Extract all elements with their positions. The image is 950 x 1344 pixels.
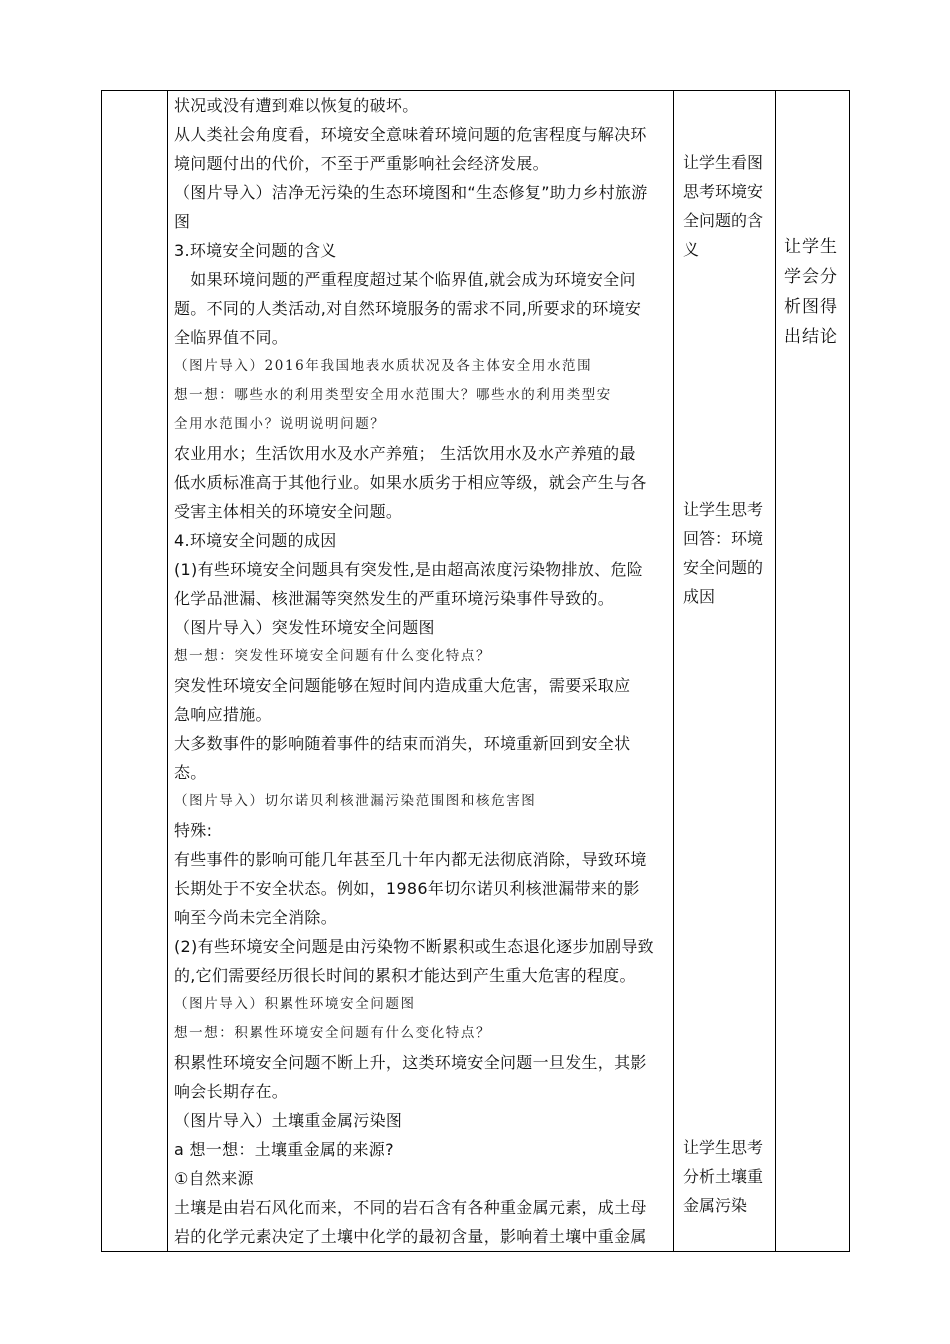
content-line: 化学品泄漏、核泄漏等突然发生的严重环境污染事件导致的。 bbox=[174, 589, 615, 608]
content-line: ①自然来源 bbox=[174, 1169, 254, 1188]
activity-line: 全问题的含 bbox=[683, 211, 764, 230]
activity-line: 安全问题的 bbox=[683, 558, 764, 577]
content-line: 农业用水；生活饮用水及水产养殖； 生活饮用水及水产养殖的最 bbox=[174, 444, 636, 463]
activity-line: 让学生思考 bbox=[683, 1138, 764, 1157]
activity-line: 思考环境安 bbox=[683, 182, 764, 201]
content-line: 3.环境安全问题的含义 bbox=[174, 241, 337, 260]
content-line: （图片导入）突发性环境安全问题图 bbox=[174, 618, 435, 637]
prompt-line: 想一想：哪些水的利用类型安全用水范围大？哪些水的利用类型安 bbox=[174, 387, 612, 403]
goal-line: 析图得 bbox=[784, 297, 838, 317]
goal-line: 让学生 bbox=[784, 237, 838, 257]
activity-line: 让学生思考 bbox=[683, 500, 764, 519]
goal-line: 出结论 bbox=[784, 327, 838, 347]
content-line: 题。不同的人类活动,对自然环境服务的需求不同,所要求的环境安 bbox=[174, 299, 642, 318]
student-activity-cell-2 bbox=[679, 495, 775, 611]
teaching-content-column bbox=[168, 91, 673, 1251]
content-line: 的,它们需要经历很长时间的累积才能达到产生重大危害的程度。 bbox=[174, 966, 636, 985]
content-line: 岩的化学元素决定了土壤中化学的最初含量，影响着土壤中重金属 bbox=[174, 1227, 647, 1246]
content-line: 状况或没有遭到难以恢复的破坏。 bbox=[174, 96, 419, 115]
prompt-line: （图片导入）2016年我国地表水质状况及各主体安全用水范围 bbox=[174, 358, 593, 374]
prompt-line: 想一想：突发性环境安全问题有什么变化特点？ bbox=[174, 648, 492, 664]
content-line: 长期处于不安全状态。例如，1986年切尔诺贝利核泄漏带来的影 bbox=[174, 879, 640, 898]
content-line: (1)有些环境安全问题具有突发性,是由超高浓度污染物排放、危险 bbox=[174, 560, 644, 579]
student-activity-cell-1 bbox=[679, 148, 775, 264]
content-line: 态。 bbox=[174, 763, 207, 782]
student-activity-cell-3 bbox=[679, 1133, 775, 1220]
content-line: 特殊: bbox=[174, 821, 213, 840]
content-line: 响会长期存在。 bbox=[174, 1082, 289, 1101]
content-line: 如果环境问题的严重程度超过某个临界值,就会成为环境安全问 bbox=[174, 270, 636, 289]
content-line: a 想一想：土壤重金属的来源? bbox=[174, 1140, 394, 1159]
activity-line: 回答：环境 bbox=[683, 529, 764, 548]
column-divider bbox=[775, 91, 776, 1251]
prompt-line: 全用水范围小？说明说明问题？ bbox=[174, 416, 386, 432]
activity-line: 义 bbox=[683, 240, 700, 259]
content-line: 低水质标准高于其他行业。如果水质劣于相应等级，就会产生与各 bbox=[174, 473, 647, 492]
content-line: 土壤是由岩石风化而来，不同的岩石含有各种重金属元素，成土母 bbox=[174, 1198, 647, 1217]
content-line: 受害主体相关的环境安全问题。 bbox=[174, 502, 403, 521]
content-line: （图片导入）土壤重金属污染图 bbox=[174, 1111, 403, 1130]
prompt-line: （图片导入）切尔诺贝利核泄漏污染范围图和核危害图 bbox=[174, 793, 537, 809]
column-divider bbox=[673, 91, 674, 1251]
content-line: 有些事件的影响可能几年甚至几十年内都无法彻底消除，导致环境 bbox=[174, 850, 647, 869]
content-line: 响至今尚未完全消除。 bbox=[174, 908, 338, 927]
content-line: 图 bbox=[174, 212, 191, 231]
content-line: 积累性环境安全问题不断上升，这类环境安全问题一旦发生，其影 bbox=[174, 1053, 647, 1072]
content-line: 大多数事件的影响随着事件的结束而消失，环境重新回到安全状 bbox=[174, 734, 631, 753]
content-line: 境问题付出的代价，不至于严重影响社会经济发展。 bbox=[174, 154, 549, 173]
content-line: （图片导入）洁净无污染的生态环境图和“生态修复”助力乡村旅游 bbox=[174, 183, 648, 202]
content-line: 从人类社会角度看，环境安全意味着环境问题的危害程度与解决环 bbox=[174, 125, 647, 144]
design-intent-cell bbox=[778, 232, 850, 352]
goal-line: 学会分 bbox=[784, 267, 838, 287]
activity-line: 分析土壤重 bbox=[683, 1167, 764, 1186]
content-line: 4.环境安全问题的成因 bbox=[174, 531, 337, 550]
content-line: 全临界值不同。 bbox=[174, 328, 289, 347]
content-line: 突发性环境安全问题能够在短时间内造成重大危害，需要采取应 bbox=[174, 676, 631, 695]
prompt-line: （图片导入）积累性环境安全问题图 bbox=[174, 996, 416, 1012]
prompt-line: 想一想：积累性环境安全问题有什么变化特点？ bbox=[174, 1025, 492, 1041]
activity-line: 让学生看图 bbox=[683, 153, 764, 172]
activity-line: 金属污染 bbox=[683, 1196, 748, 1215]
content-line: 急响应措施。 bbox=[174, 705, 272, 724]
activity-line: 成因 bbox=[683, 587, 716, 606]
content-line: (2)有些环境安全问题是由污染物不断累积或生态退化逐步加剧导致 bbox=[174, 937, 654, 956]
lesson-table bbox=[101, 90, 850, 1252]
